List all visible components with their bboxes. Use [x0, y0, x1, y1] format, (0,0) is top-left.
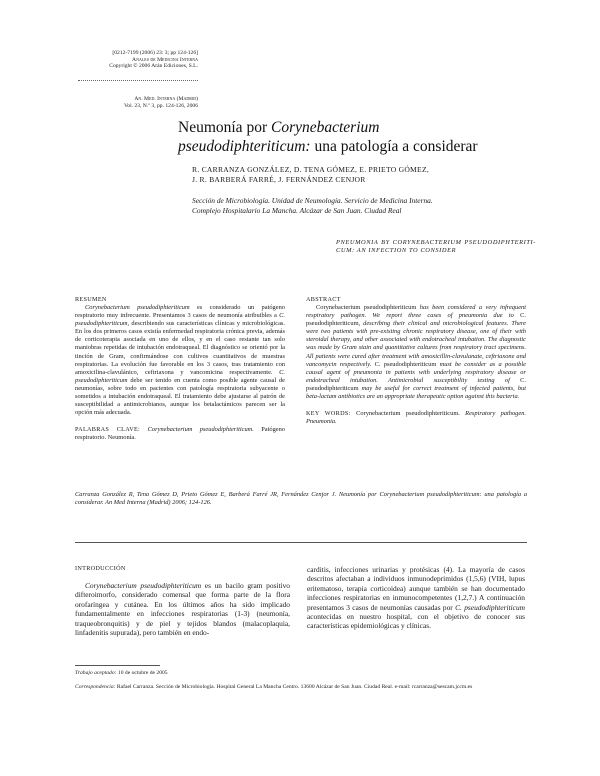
abstract-keywords-label: KEY WORDS:	[306, 410, 357, 418]
citation-text-1: Neumonía por Corynebacterium pseudodiphteriticum:	[336, 491, 485, 498]
english-title-line-2: CUM: AN INFECTION TO CONSIDER	[336, 247, 457, 255]
resumen-text-2: , describiendo sus características clínicas y microbiológicas. En los dos primeros casos existía enfermedad respiratoria crónica previa, además de corticoterapia asociada en uno de ellos, y en el caso restante tan solo maniobras repetidas de intubación endotraqueal. El diagnóstico se orientó por la tinción de Gram, confirmándose con cultivos cuantitativos de muestras respiratorias. La evolución fue favorable en los 3 casos, tras tratamiento con amoxicilina-clavulánico, ceftriaxona y vancomicina respectivamente.	[75, 320, 285, 376]
abstract-text	[306, 304, 526, 401]
accepted-label: Trabajo aceptado:	[75, 670, 117, 676]
resumen-organism: Corynebacterium pseudodiphteriticum	[85, 304, 190, 311]
abstract-heading: ABSTRACT	[306, 296, 341, 303]
introduccion-organism: Corynebacterium pseudodiphteriticum	[85, 581, 202, 590]
resumen-text-3: debe ser tenido en cuenta como posible agente causal de neumonías, sobre todo en pacientes con patología respiratoria subyacente o sometidos a intubación endotraqueal. El tratamiento debe ajustarse al patrón de susceptibilidad a antimicrobianos, aunque los betalactámicos parecen ser la opción más adecuada.	[75, 376, 285, 417]
authors-line-1: R. CARRANZA GONZÁLEZ, D. TENA GÓMEZ, E. PRIETO GÓMEZ,	[192, 165, 429, 174]
correspondence-label: Correspondencia:	[75, 683, 116, 690]
resumen-keywords-italic: Corynebacterium pseudodiphteriticum.	[147, 426, 254, 434]
abstract-organism-short-3: C. pseudodiphteriticum	[306, 376, 526, 392]
abstract-section	[306, 296, 526, 426]
english-title-line-1: PNEUMONIA BY CORYNEBACTERIUM PSEUDODIPHTERITI-	[336, 239, 536, 246]
abstract-keywords-italic: Respiratory pathogen. Pneumonia.	[306, 410, 526, 426]
correspondence-text: Rafael Carranza. Sección de Microbiología. Hospital General La Mancha Centro. 13600 Alcázar de San Juan. Ciudad Real. e-mail: rcarranza@sescam.jccm.es	[115, 683, 473, 690]
accepted-date: 10 de octubre de 2005	[116, 670, 168, 676]
journal-abbrev: An. Med. Interna (Madrid)	[134, 96, 198, 102]
article-title	[178, 118, 538, 156]
title-part-2: Corynebacterium	[270, 119, 380, 136]
authors	[192, 165, 532, 185]
title-part-3: pseudodiphteriticum:	[178, 138, 311, 155]
abstract-organism-short: C. pseudodiphteriticum	[306, 312, 526, 328]
introduccion-left	[75, 565, 290, 637]
affiliation	[192, 196, 532, 216]
introduccion-text-left	[75, 581, 290, 637]
resumen-text	[75, 304, 285, 417]
volume-block	[78, 96, 198, 109]
journal-header	[78, 50, 198, 70]
footnote-divider	[75, 665, 160, 666]
resumen-organism-short: C. pseudodiphteriticum	[75, 312, 285, 328]
abstract-keywords-plain: Corynebacterium pseudodiphteriticum.	[356, 410, 460, 418]
affiliation-line-2: Complejo Hospitalario La Mancha. Alcázar de San Juan. Ciudad Real	[192, 206, 402, 215]
abstract-text-1: has been considered a very infrequent respiratory pathogen. We report three cases of pneumonia due to	[306, 304, 527, 320]
citation-text-2: una patología a considerar. An Med Interna (Madrid) 2006; 124-126.	[75, 491, 528, 507]
issn-line: [0212-7199 (2006) 23: 3; pp 124-126]	[112, 50, 198, 56]
footnotes	[75, 670, 527, 690]
abstract-text-3: must be consider as a possible causal agent of pneumonia in patients with underlying respiratory disease or endotracheal intubation. Antimicrobial susceptibility testing of	[306, 360, 526, 384]
resumen-organism-short-2: C. pseudodiphteriticum	[75, 368, 285, 384]
resumen-keywords-text: Patógeno respiratorio. Neumonía.	[75, 426, 285, 442]
resumen-text-1: es considerado un patógeno respiratorio muy infrecuente. Presentamos 3 casos de neumonía atribuibles a	[75, 304, 285, 320]
correspondence-note	[75, 684, 527, 691]
accepted-note	[75, 670, 527, 677]
resumen-section	[75, 296, 285, 443]
introduccion-text-left-body: es un bacilo gram positivo difteroimorfo, considerado comensal que forma parte de la flora orofaríngea y cutánea. En los últimos años ha sido implicado fundamentalmente en infecciones respiratorias (1-3) (neumonía, traqueobronquitis) y de piel y tejidos blandos (malacoplaquia, linfadenitis supurada), pero también en endo-	[75, 581, 290, 638]
affiliation-line-1: Sección de Microbiología. Unidad de Neumología. Servicio de Medicina Interna.	[192, 196, 433, 205]
resumen-keywords-label: PALABRAS CLAVE:	[75, 426, 148, 434]
abstract-keywords	[306, 410, 526, 426]
abstract-text-4: may be useful for correct treatment of infected patients, but beta-lactam antibiotics are an appropriate therapeutic option against this bacteria.	[306, 384, 526, 401]
introduccion-text-right-1: carditis, infecciones urinarias y protésicas (4). La mayoría de casos descritos afectaban a individuos inmunodeprimidos (1,5,6) (VIH, lupus eritematoso, terapia corticoidea) aunque también se han documentado infecciones respiratorias en inmunocompetentes (1,2,7.) A continuación presentamos 3 casos de neumonías causadas por	[307, 565, 525, 612]
section-divider	[75, 542, 527, 543]
introduccion-organism-short: C. pseudodiphteriticum	[455, 602, 525, 612]
volume-info: Vol. 23, N.º 3, pp. 124-126, 2006	[123, 102, 198, 109]
citation-authors: Carranza González R, Tena Gómez D, Prieto Gómez E, Barberá Farré JR, Fernández Cenjor J.	[75, 491, 337, 498]
resumen-heading: RESUMEN	[75, 296, 107, 303]
introduccion-text-right-2: acontecidas en nuestro hospital, con el objetivo de conocer sus características epidemiológicas y clínicas.	[307, 612, 525, 631]
journal-name: Anales de Medicina Interna	[132, 56, 198, 63]
resumen-keywords	[75, 426, 285, 442]
introduccion-heading: INTRODUCCIÓN	[75, 565, 126, 572]
abstract-organism: Corynebacterium pseudodiphteriticum	[316, 304, 417, 311]
authors-line-2: J. R. BARBERÁ FARRÉ, J. FERNÁNDEZ CENJOR	[192, 175, 366, 184]
abstract-text-2: , describing their clinical and microbiological features. There were two patients with pre-existing chronic respiratory disease, one of their with steroidal therapy, and other associated with endotracheal intubation. The diagnostic was made by Gram stain and quantitative cultures from respiratory tract specimens. All patients were cured after treatment with amoxicillin-clavulanate, ceftriaxone and vancomycin respectively.	[306, 320, 526, 368]
copyright-line: Copyright © 2006 Arán Ediciones, S.L.	[109, 63, 198, 70]
abstract-organism-short-2: C. pseudodiphteriticum	[374, 360, 437, 368]
title-part-4: una patología a considerar	[310, 138, 478, 155]
introduccion-right	[307, 565, 525, 631]
introduccion-text-right	[307, 565, 525, 631]
english-title	[336, 239, 536, 255]
title-part-1: Neumonía por	[178, 119, 271, 136]
citation	[75, 491, 527, 507]
header-divider	[78, 80, 198, 81]
